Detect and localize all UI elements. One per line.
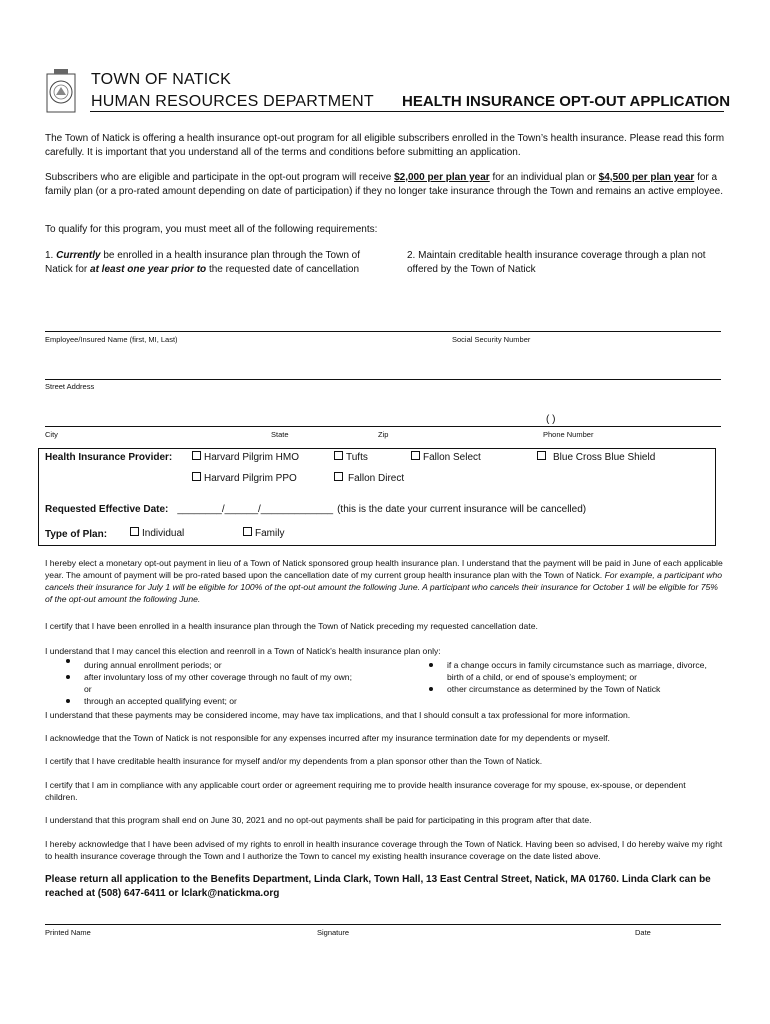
option-fallon-select[interactable] [411, 451, 481, 465]
list-item [66, 671, 366, 695]
option-harvard-hmo[interactable] [192, 451, 299, 465]
option-harvard-ppo[interactable] [192, 472, 297, 486]
effective-date-row [45, 503, 586, 517]
intro-paragraph: The Town of Natick is offering a health insurance opt-out program for all eligible subscribers enrolled in the Town’s health insurance. Please read this form carefully. It is important that you understand all of the terms and conditions before submitting an application. [45, 133, 725, 158]
bullet-text: other circumstance as determined by the Town of Natick [447, 684, 661, 694]
checkbox-icon[interactable] [411, 451, 420, 460]
req1-text-end: the requested date of cancellation [206, 264, 360, 275]
family-amount: $4,500 per plan year [598, 172, 695, 183]
effective-date-input[interactable]: ________/______/_____________ [177, 504, 334, 515]
street-field-label: Street Address [45, 382, 95, 391]
certify-enrolled: I certify that I have been enrolled in a health insurance plan through the Town of Natick preceding my requested cancellation date. [45, 621, 538, 631]
checkbox-icon[interactable] [192, 472, 201, 481]
checkbox-icon[interactable] [334, 472, 343, 481]
election-text: I hereby elect a monetary opt-out payment in lieu of a Town of Natick sponsored group health insurance plan. I understand that the payment will be paid in June of each applicable year. The amount of payment will be pro-rated based upon the cancellation date of my current group health insurance plan with the Town of Natick. [45, 558, 723, 580]
phone-field-label: Phone Number [543, 430, 594, 439]
bullet-text: after involuntary loss of my other coverage through no fault of my own; or [84, 672, 352, 694]
individual-amount: $2,000 per plan year [394, 172, 490, 183]
option-label: Fallon Direct [348, 473, 405, 484]
effective-date-label: Requested Effective Date: [45, 504, 169, 515]
ssn-field-label: Social Security Number [452, 335, 531, 344]
printed-name-label: Printed Name [45, 928, 91, 937]
city-field-line[interactable] [45, 426, 721, 427]
program-end: I understand that this program shall end on June 30, 2021 and no opt-out payments shall be paid for participating in this program after that date. [45, 815, 592, 825]
checkbox-icon[interactable] [334, 451, 343, 460]
street-field-line[interactable] [45, 379, 721, 380]
option-tufts[interactable] [334, 451, 368, 465]
zip-field-label: Zip [378, 430, 389, 439]
effective-date-note: (this is the date your current insurance will be cancelled) [337, 504, 587, 515]
bullet-icon [66, 675, 70, 679]
requirements-intro: To qualify for this program, you must meet all of the following requirements: [45, 224, 378, 235]
provider-label: Health Insurance Provider: [45, 452, 173, 463]
option-bcbs[interactable] [537, 451, 655, 465]
certify-creditable: I certify that I have creditable health insurance for myself and/or my dependents from a plan sponsor other than the Town of Natick. [45, 756, 543, 766]
payment-text-e: for a family plan (or a pro-rated amount depending on date of participation) if they no longer take insurance through the Town and remains an active employee. [45, 172, 724, 197]
plan-label: Family [255, 528, 285, 539]
cancel-bullets-right [429, 659, 719, 695]
option-label: Harvard Pilgrim PPO [204, 473, 297, 484]
cancel-intro: I understand that I may cancel this election and reenroll in a Town of Natick’s health insurance plan only: [45, 646, 441, 656]
ack-responsibility: I acknowledge that the Town of Natick is not responsible for any expenses incurred after my insurance termination date for my dependents or myself. [45, 733, 610, 743]
certify-court-order: I certify that I am in compliance with any applicable court order or agreement requiring me to provide health insurance coverage for my spouse, ex-spouse, or dependent children. [45, 780, 686, 802]
election-paragraph [45, 557, 725, 605]
name-field-line[interactable] [45, 331, 721, 332]
cancel-bullets-left [66, 659, 366, 707]
option-label: Blue Cross Blue Shield [553, 452, 656, 463]
req1-text: be enrolled in a health insurance plan through the Town of Natick for [45, 250, 361, 275]
signature-line[interactable] [45, 924, 721, 925]
req1-currently: Currently [56, 250, 101, 261]
bullet-icon [66, 699, 70, 703]
payment-text-c: for an individual plan or [489, 172, 599, 183]
header-rule [90, 111, 724, 112]
return-instructions: Please return all application to the Benefits Department, Linda Clark, Town Hall, 13 East Central Street, Natick, MA 01760. Linda Clark can be reached at (508) 647-6411 or lclark@natickma.org [45, 874, 711, 899]
req1-num: 1. [45, 250, 57, 261]
checkbox-icon[interactable] [537, 451, 546, 460]
department-line2: HUMAN RESOURCES DEPARTMENT [91, 93, 374, 110]
bullet-text: if a change occurs in family circumstance such as marriage, divorce, birth of a child, or end of spouse’s employment; or [447, 660, 707, 682]
form-title: HEALTH INSURANCE OPT-OUT APPLICATION [402, 93, 731, 110]
option-fallon-direct[interactable] [334, 472, 404, 486]
name-field-label: Employee/Insured Name (first, MI, Last) [45, 335, 178, 344]
bullet-icon [429, 663, 433, 667]
option-label: Tufts [346, 452, 368, 463]
checkbox-icon[interactable] [192, 451, 201, 460]
req1-emphasis: at least one year prior to [90, 264, 207, 275]
plan-label: Individual [142, 528, 185, 539]
checkbox-icon[interactable] [130, 527, 139, 536]
payment-text-a: Subscribers who are eligible and participate in the opt-out program will receive [45, 172, 395, 183]
plan-type-label: Type of Plan: [45, 529, 108, 540]
bullet-text: through an accepted qualifying event; or [84, 696, 237, 706]
election-example: For example, a participant who cancels their insurance for July 1 will be eligible for 100% of the opt-out amount the following June. A participant who cancels their insurance for October 1 will be eligible for 75% of the opt-out amount the following June. [45, 570, 723, 604]
income-paragraph: I understand that these payments may be considered income, may have tax implications, and that I should consult a tax professional for more information. [45, 710, 631, 720]
option-label: Fallon Select [423, 452, 481, 463]
bullet-text: during annual enrollment periods; or [84, 660, 222, 670]
bullet-icon [66, 659, 70, 663]
plan-individual[interactable] [130, 527, 184, 541]
department-line1: TOWN OF NATICK [91, 71, 231, 88]
bullet-icon [429, 687, 433, 691]
signature-label: Signature [317, 928, 350, 937]
list-item [429, 683, 719, 695]
list-item [66, 659, 366, 671]
payment-paragraph [45, 171, 725, 199]
ack-rights: I hereby acknowledge that I have been advised of my rights to enroll in health insurance coverage through the Town of Natick. Having been so advised, I do hereby waive my right to health insurance coverage through the Town and I authorize the Town to cancel my existing health insurance coverage on the date listed above. [45, 839, 723, 861]
requirement-1 [45, 249, 370, 277]
date-label: Date [635, 928, 651, 937]
option-label: Harvard Pilgrim HMO [204, 452, 300, 463]
town-seal-icon [46, 68, 76, 114]
list-item [429, 659, 719, 683]
city-field-label: City [45, 430, 58, 439]
list-item [66, 695, 366, 707]
checkbox-icon[interactable] [243, 527, 252, 536]
state-field-label: State [271, 430, 289, 439]
plan-family[interactable] [243, 527, 284, 541]
requirement-2: 2. Maintain creditable health insurance coverage through a plan not offered by the Town of Natick [407, 250, 706, 275]
phone-parens: ( ) [546, 414, 556, 425]
